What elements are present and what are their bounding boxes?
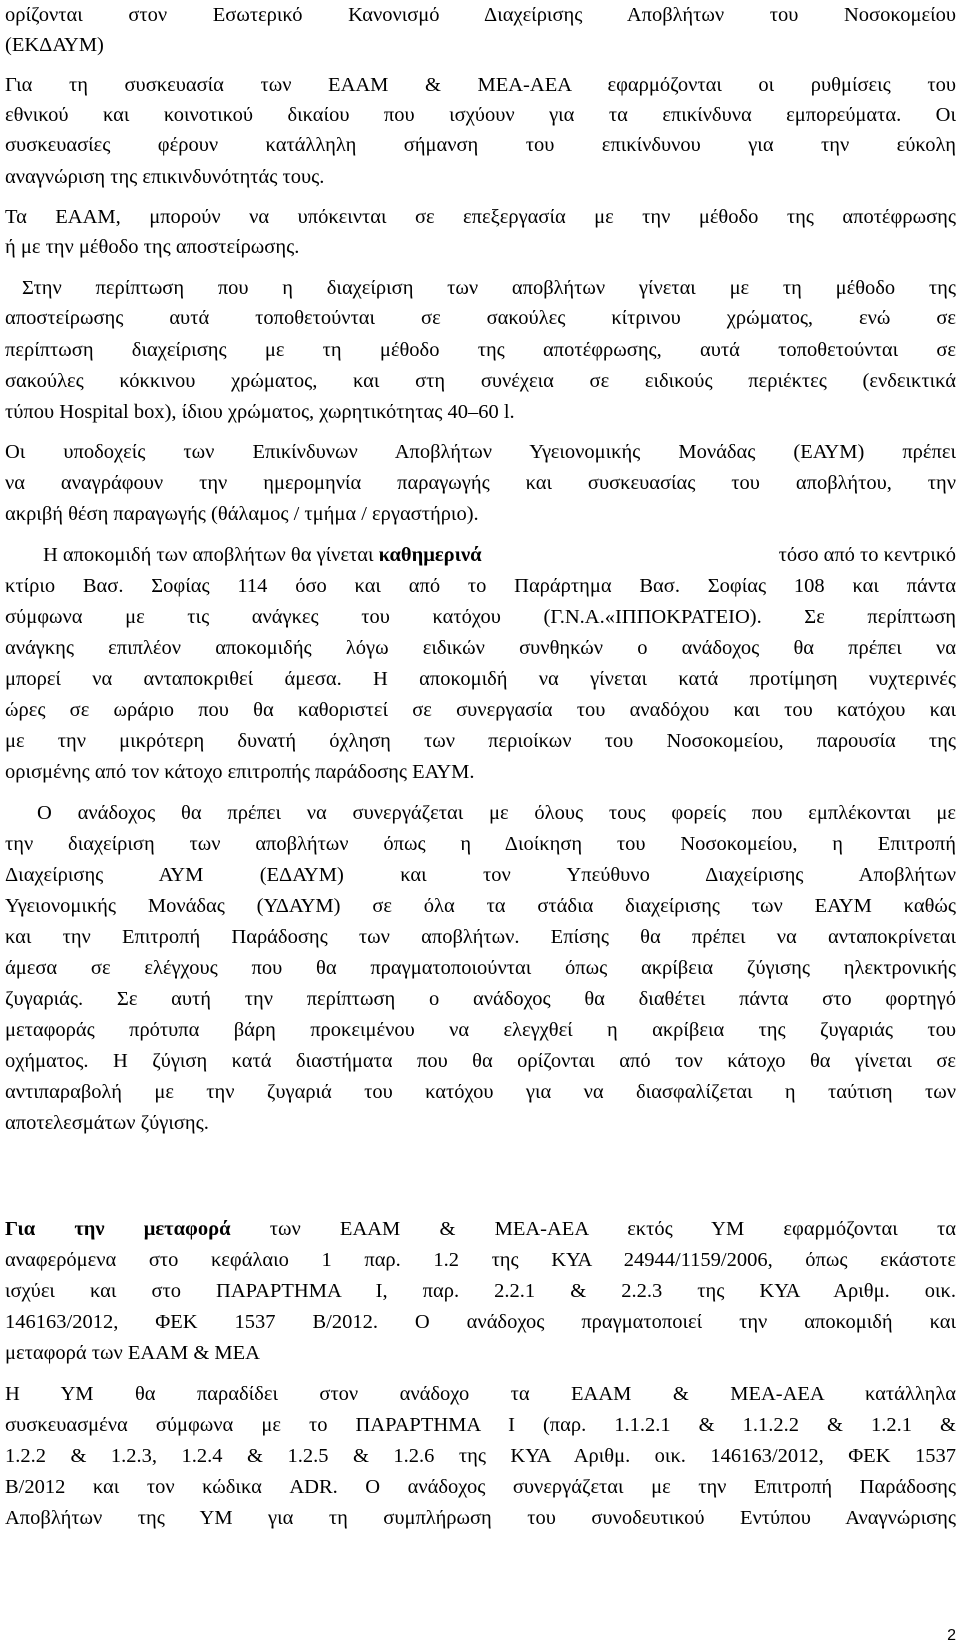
text-line: Ο ανάδοχος θα πρέπει να συνεργάζεται με όλους τους φορείς που εμπλέκονται με <box>37 802 956 824</box>
text-line: ώρες σε ωράριο που θα καθοριστεί σε συνεργασία του αναδόχου και του κατόχου και <box>5 699 956 721</box>
text-line: Β/2012 και τον κώδικα ADR. Ο ανάδοχος συνεργάζεται με την Επιτροπή Παράδοσης <box>5 1476 956 1498</box>
text-segment: Η αποκομιδή των αποβλήτων θα γίνεται <box>43 544 379 566</box>
text-line: οχήματος. Η ζύγιση κατά διαστήματα που θα ορίζονται από τον κάτοχο θα γίνεται σε <box>5 1050 956 1072</box>
text-line: με την μικρότερη δυνατή όχληση των περιοίκων του Νοσοκομείου, παρουσία της <box>5 730 956 752</box>
text-line: Τα ΕΑΑΜ, μπορούν να υπόκεινται σε επεξεργασία με την μέθοδο της αποτέφρωσης <box>5 206 956 228</box>
text-line: μεταφοράς πρότυπα βάρη προκειμένου να ελεγχθεί η ακρίβεια της ζυγαριάς του <box>5 1019 956 1041</box>
text-line: 146163/2012, ΦΕΚ 1537 Β/2012. Ο ανάδοχος πραγματοποιεί την αποκομιδή και <box>5 1311 956 1333</box>
text-line: 1.2.2 & 1.2.3, 1.2.4 & 1.2.5 & 1.2.6 της ΚΥΑ Αριθμ. οικ. 146163/2012, ΦΕΚ 1537 <box>5 1445 956 1467</box>
text-segment <box>43 545 482 566</box>
text-line: Η ΥΜ θα παραδίδει στον ανάδοχο τα ΕΑΑΜ & ΜΕΑ-ΑΕΑ κατάλληλα <box>5 1383 956 1405</box>
text-line: αναφερόμενα στο κεφάλαιο 1 παρ. 1.2 της ΚΥΑ 24944/1159/2006, όπως εκάστοτε <box>5 1249 956 1271</box>
text-line: αναγνώριση της επικινδυνότητάς τους. <box>5 166 325 188</box>
bold-lead: Για την μεταφορά <box>5 1218 231 1240</box>
bold-word: καθημερινά <box>378 544 482 566</box>
text-line: μεταφορά των ΕΑΑΜ & ΜΕΑ <box>5 1342 260 1364</box>
page-number: 2 <box>947 1627 956 1644</box>
text-line: Αποβλήτων της ΥΜ για τη συμπλήρωση του συνοδευτικού Εντύπου Αναγνώρισης <box>5 1507 956 1529</box>
text-line: ακριβή θέση παραγωγής (θάλαμος / τμήμα / εργαστήριο). <box>5 503 479 525</box>
text-line: ορισμένης από τον κάτοχο επιτροπής παράδοσης ΕΑΥΜ. <box>5 761 475 783</box>
text-line: αντιπαραβολή με την ζυγαριά του κατόχου για να διασφαλίζεται η ταύτιση των <box>5 1081 956 1103</box>
text-line <box>5 1219 956 1240</box>
text-line: ή με την μέθοδο της αποστείρωσης. <box>5 236 300 258</box>
text-line: να αναγράφουν την ημερομηνία παραγωγής και συσκευασίας του αποβλήτου, την <box>5 472 956 494</box>
text-line: συσκευασίες φέρουν κατάλληλη σήμανση του επικίνδυνου για την εύκολη <box>5 134 956 156</box>
text-line: (ΕΚΔΑΥΜ) <box>5 34 104 56</box>
text-line: εθνικού και κοινοτικού δικαίου που ισχύουν για τα επικίνδυνα εμπορεύματα. Οι <box>5 104 956 126</box>
text-segment: των ΕΑΑΜ & ΜΕΑ-ΑΕΑ εκτός ΥΜ εφαρμόζονται τα <box>230 1218 956 1240</box>
text-line: Για τη συσκευασία των ΕΑΑΜ & ΜΕΑ-ΑΕΑ εφαρμόζονται οι ρυθμίσεις του <box>5 74 956 96</box>
text-line: αποστείρωσης αυτά τοποθετούνται σε σακούλες κίτρινου χρώματος, ενώ σε <box>5 307 956 329</box>
text-line: τύπου Hospital box), ίδιου χρώματος, χωρητικότητας 40–60 l. <box>5 401 515 423</box>
text-segment: τόσο από το κεντρικό <box>778 544 956 566</box>
text-line <box>43 545 956 566</box>
text-line: ανάγκης επιπλέον αποκομιδής λόγω ειδικών συνθηκών ο ανάδοχος θα πρέπει να <box>5 637 956 659</box>
text-line: άμεσα σε ελέγχους που θα πραγματοποιούνται όπως ακρίβεια ζύγισης ηλεκτρονικής <box>5 957 956 979</box>
text-line: την διαχείριση των αποβλήτων όπως η Διοίκηση του Νοσοκομείου, η Επιτροπή <box>5 833 956 855</box>
text-line: ισχύει και στο ΠΑΡΑΡΤΗΜΑ Ι, παρ. 2.2.1 & 2.2.3 της ΚΥΑ Αριθμ. οικ. <box>5 1280 956 1302</box>
text-line: ζυγαριάς. Σε αυτή την περίπτωση ο ανάδοχος θα διαθέτει πάντα στο φορτηγό <box>5 988 956 1010</box>
text-line: ορίζονται στον Εσωτερικό Κανονισμό Διαχείρισης Αποβλήτων του Νοσοκομείου <box>5 4 956 26</box>
text-line: κτίριο Βασ. Σοφίας 114 όσο και από το Παράρτημα Βασ. Σοφίας 108 και πάντα <box>5 575 956 597</box>
text-line: συσκευασμένα σύμφωνα με το ΠΑΡΑΡΤΗΜΑ Ι (παρ. 1.1.2.1 & 1.1.2.2 & 1.2.1 & <box>5 1414 956 1436</box>
text-line: σύμφωνα με τις ανάγκες του κατόχου (Γ.Ν.Α.«ΙΠΠΟΚΡΑΤΕΙΟ). Σε περίπτωση <box>5 606 956 628</box>
text-line: αποτελεσμάτων ζύγισης. <box>5 1112 209 1134</box>
text-line: Υγειονομικής Μονάδας (ΥΔΑΥΜ) σε όλα τα στάδια διαχείρισης των ΕΑΥΜ καθώς <box>5 895 956 917</box>
text-line: και την Επιτροπή Παράδοσης των αποβλήτων. Επίσης θα πρέπει να ανταποκρίνεται <box>5 926 956 948</box>
text-line: περίπτωση διαχείρισης με τη μέθοδο της αποτέφρωσης, αυτά τοποθετούνται σε <box>5 339 956 361</box>
text-line: Διαχείρισης ΑΥΜ (ΕΔΑΥΜ) και τον Υπεύθυνο Διαχείρισης Αποβλήτων <box>5 864 956 886</box>
text-line: Στην περίπτωση που η διαχείριση των αποβλήτων γίνεται με τη μέθοδο της <box>22 277 956 299</box>
text-line: σακούλες κόκκινου χρώματος, και στη συνέχεια σε ειδικούς περιέκτες (ενδεικτικά <box>5 370 956 392</box>
text-line: μπορεί να ανταποκριθεί άμεσα. Η αποκομιδή να γίνεται κατά προτίμηση νυχτερινές <box>5 668 956 690</box>
text-line: Οι υποδοχείς των Επικίνδυνων Αποβλήτων Υγειονομικής Μονάδας (ΕΑΥΜ) πρέπει <box>5 441 956 463</box>
